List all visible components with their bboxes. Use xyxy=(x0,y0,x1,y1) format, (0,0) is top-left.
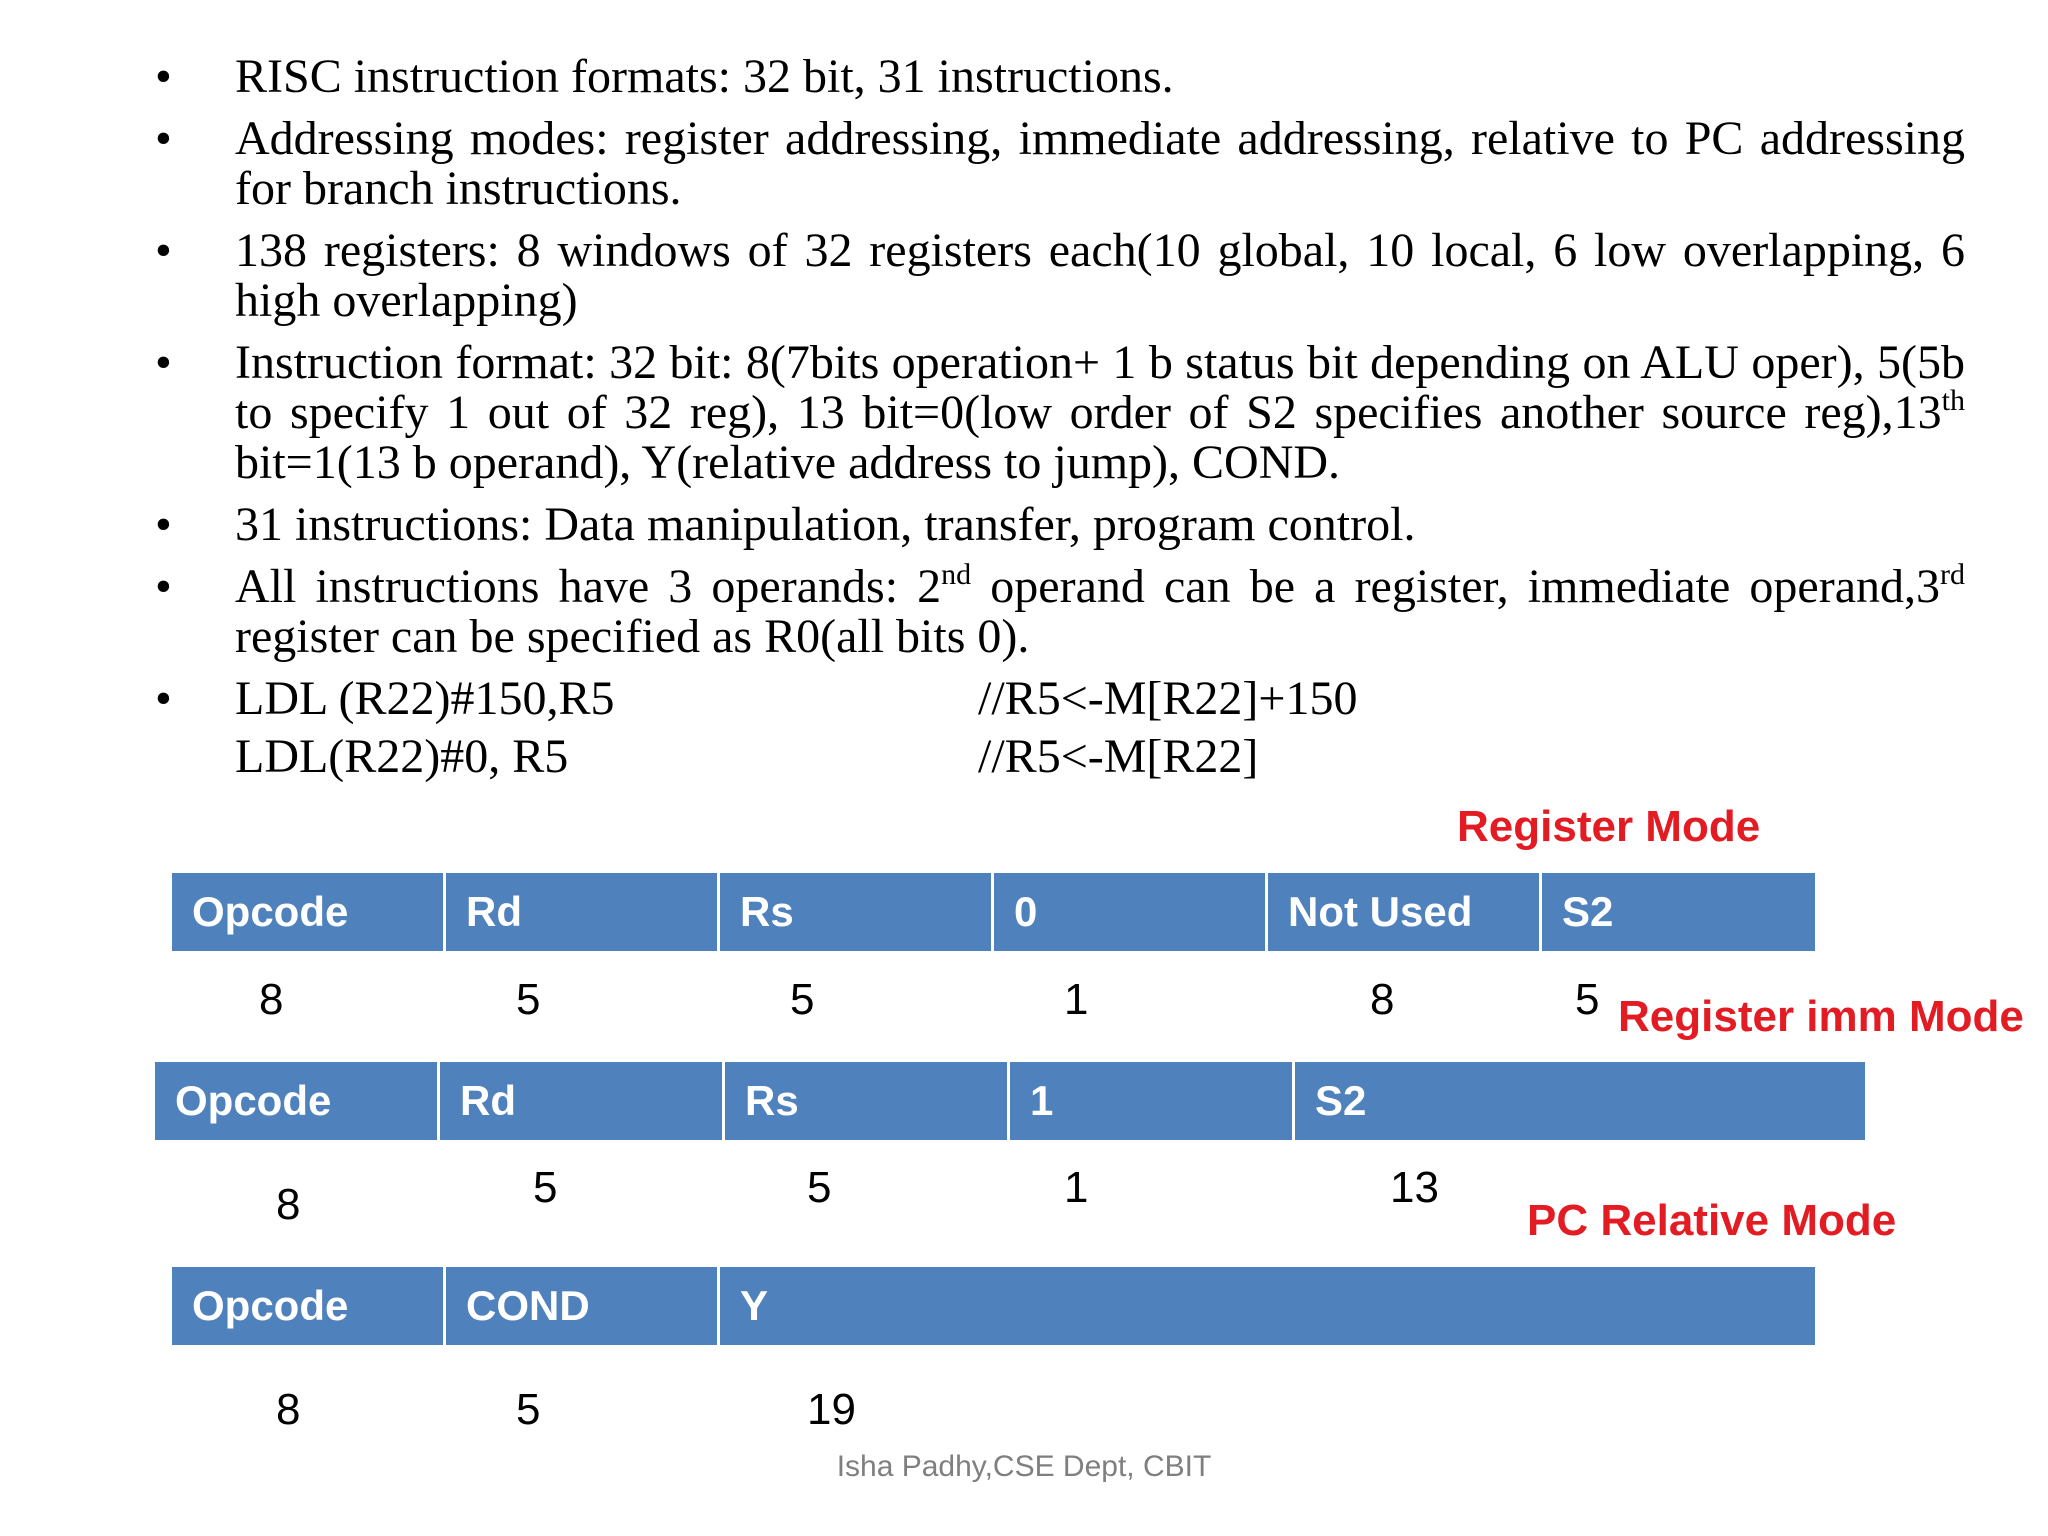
field-zero: 0 xyxy=(994,873,1268,951)
bullet-item xyxy=(155,226,1965,326)
code-line xyxy=(235,674,1965,732)
text-part: register can be specified as R0(all bits 0). xyxy=(235,610,1030,663)
field-y: Y xyxy=(720,1267,1815,1345)
footer-credit: Isha Padhy,CSE Dept, CBIT xyxy=(836,1450,1212,1483)
field-opcode: Opcode xyxy=(172,1267,446,1345)
field-s2: S2 xyxy=(1295,1062,1865,1140)
bit-width: 8 xyxy=(276,1385,301,1434)
bullet-icon: • xyxy=(155,498,172,551)
bullet-text: Addressing modes: register addressing, immediate addressing, relative to PC addressing for branch instructions. xyxy=(235,112,1965,215)
bullet-icon: • xyxy=(155,112,172,165)
superscript: nd xyxy=(941,558,972,591)
bullet-icon: • xyxy=(155,50,172,103)
bit-width: 1 xyxy=(1064,975,1089,1024)
bit-width: 19 xyxy=(807,1385,856,1434)
bullet-item xyxy=(155,52,1965,102)
bullet-icon: • xyxy=(155,560,172,613)
superscript: rd xyxy=(1940,558,1966,591)
field-opcode: Opcode xyxy=(155,1062,440,1140)
bullet-item xyxy=(155,500,1965,550)
bullet-icon: • xyxy=(155,224,172,277)
bit-width: 5 xyxy=(516,975,541,1024)
text-part: All instructions have 3 operands: 2 xyxy=(235,560,942,613)
superscript: th xyxy=(1941,384,1965,417)
bullet-item xyxy=(155,114,1965,214)
bit-width: 5 xyxy=(790,975,815,1024)
code-comment: //R5<-M[R22] xyxy=(978,730,1259,783)
bit-width: 1 xyxy=(1064,1163,1089,1212)
bullet-list xyxy=(155,52,1965,802)
bullet-icon: • xyxy=(155,672,172,725)
register-mode-label: Register Mode xyxy=(1457,802,1761,851)
bullet-item xyxy=(155,558,1966,663)
register-imm-mode-format xyxy=(155,1062,1865,1140)
field-s2: S2 xyxy=(1542,873,1815,951)
pc-relative-mode-format xyxy=(172,1267,1815,1345)
bit-width: 5 xyxy=(1575,975,1600,1024)
field-rd: Rd xyxy=(446,873,720,951)
register-imm-mode-label: Register imm Mode xyxy=(1618,992,2024,1041)
text-part: Instruction format: 32 bit: 8(7bits operation+ 1 b status bit depending on ALU oper), 5(5b to specify 1 out of 32 reg), 13 bit=0(low order of S2 specifies another source reg),13 xyxy=(235,336,1965,439)
bullet-text xyxy=(235,338,1965,488)
bit-width: 8 xyxy=(259,975,284,1024)
bullet-text: 31 instructions: Data manipulation, transfer, program control. xyxy=(235,498,1416,551)
bit-width: 5 xyxy=(516,1385,541,1434)
bullet-item xyxy=(155,338,1965,488)
bit-width: 8 xyxy=(276,1180,301,1229)
bullet-text xyxy=(235,558,1966,663)
bullet-text: RISC instruction formats: 32 bit, 31 instructions. xyxy=(235,50,1174,103)
field-rs: Rs xyxy=(720,873,994,951)
field-rs: Rs xyxy=(725,1062,1010,1140)
bit-width: 13 xyxy=(1390,1163,1439,1212)
pc-relative-mode-label: PC Relative Mode xyxy=(1527,1196,1897,1245)
code-instruction: LDL (R22)#150,R5 xyxy=(235,672,615,725)
bit-width: 5 xyxy=(807,1163,832,1212)
field-one: 1 xyxy=(1010,1062,1295,1140)
field-not-used: Not Used xyxy=(1268,873,1542,951)
bit-width: 5 xyxy=(533,1163,558,1212)
code-instruction: LDL(R22)#0, R5 xyxy=(235,730,569,783)
bit-width: 8 xyxy=(1370,975,1395,1024)
bullet-item-code xyxy=(155,674,1965,790)
code-comment: //R5<-M[R22]+150 xyxy=(978,672,1358,725)
field-rd: Rd xyxy=(440,1062,725,1140)
register-mode-format xyxy=(172,873,1815,951)
bullet-text: 138 registers: 8 windows of 32 registers each(10 global, 10 local, 6 low overlapping, 6 high overlapping) xyxy=(235,224,1965,327)
field-cond: COND xyxy=(446,1267,720,1345)
text-part: operand can be a register, immediate operand,3 xyxy=(971,560,1941,613)
field-opcode: Opcode xyxy=(172,873,446,951)
text-part: bit=1(13 b operand), Y(relative address to jump), COND. xyxy=(235,436,1341,489)
bullet-icon: • xyxy=(155,336,172,389)
code-line xyxy=(235,732,1965,790)
